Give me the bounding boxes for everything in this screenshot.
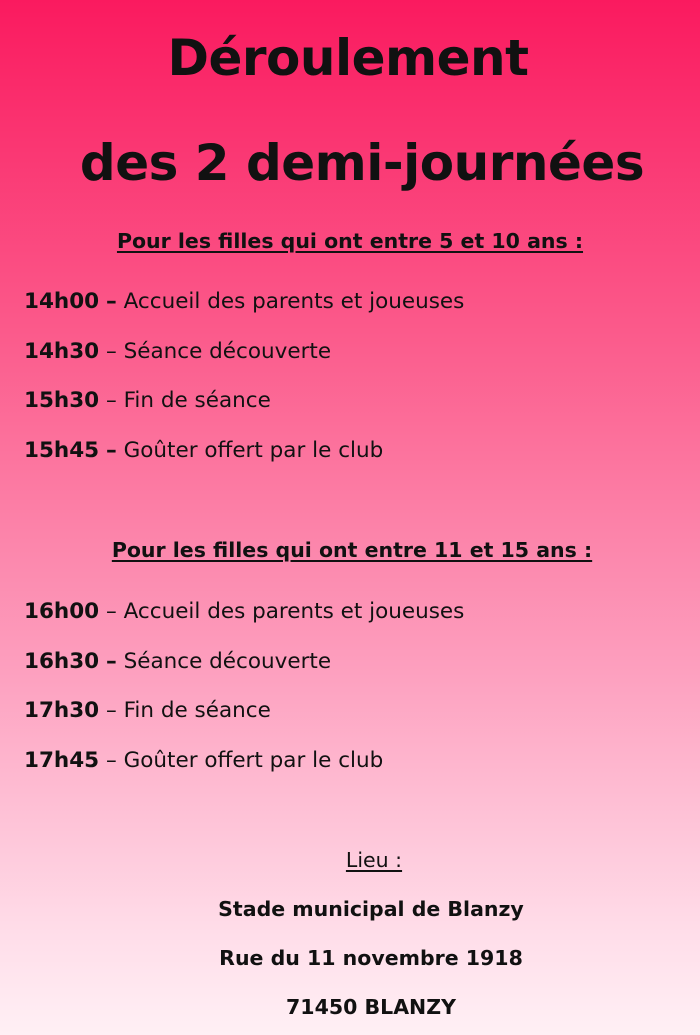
- separator-dash: –: [106, 698, 117, 723]
- schedule-description: Fin de séance: [123, 698, 271, 723]
- schedule-item: [24, 337, 464, 367]
- schedule-description: Accueil des parents et joueuses: [123, 289, 465, 314]
- location-street: Rue du 11 novembre 1918: [219, 946, 523, 970]
- separator-dash: –: [106, 437, 117, 463]
- schedule-list-11-15: [24, 597, 464, 795]
- schedule-item: [24, 696, 464, 726]
- schedule-description: Goûter offert par le club: [123, 747, 384, 773]
- schedule-description: Accueil des parents et joueuses: [123, 599, 465, 624]
- schedule-time: 17h45: [24, 747, 100, 773]
- location-label: Lieu :: [345, 848, 403, 872]
- schedule-time: 16h30: [24, 648, 100, 674]
- schedule-time: 15h45: [24, 437, 100, 463]
- location-venue: Stade municipal de Blanzy: [218, 897, 524, 921]
- schedule-list-5-10: [24, 287, 464, 485]
- schedule-description: Séance découverte: [123, 648, 332, 674]
- schedule-item: [24, 436, 464, 466]
- schedule-item: [24, 746, 464, 776]
- separator-dash: –: [106, 747, 117, 773]
- schedule-item: [24, 647, 464, 677]
- section-heading-11-15: Pour les filles qui ont entre 11 et 15 ans :: [111, 538, 593, 562]
- schedule-time: 16h00: [24, 599, 100, 624]
- schedule-item: [24, 386, 464, 416]
- section-heading-5-10: Pour les filles qui ont entre 5 et 10 ans :: [116, 229, 584, 253]
- schedule-time: 14h00: [24, 289, 100, 314]
- separator-dash: –: [106, 599, 117, 624]
- schedule-time: 15h30: [24, 388, 100, 413]
- separator-dash: –: [106, 388, 117, 413]
- separator-dash: –: [106, 648, 117, 674]
- schedule-item: [24, 287, 464, 317]
- page-title-line-1: Déroulement: [167, 29, 529, 87]
- schedule-description: Séance découverte: [123, 338, 332, 364]
- separator-dash: –: [106, 338, 117, 364]
- schedule-time: 14h30: [24, 338, 100, 364]
- schedule-description: Goûter offert par le club: [123, 437, 384, 463]
- location-city: 71450 BLANZY: [286, 995, 456, 1019]
- schedule-item: [24, 597, 464, 627]
- schedule-description: Fin de séance: [123, 388, 271, 413]
- separator-dash: –: [106, 289, 117, 314]
- page-title-line-2: des 2 demi-journées: [79, 134, 645, 192]
- schedule-time: 17h30: [24, 698, 100, 723]
